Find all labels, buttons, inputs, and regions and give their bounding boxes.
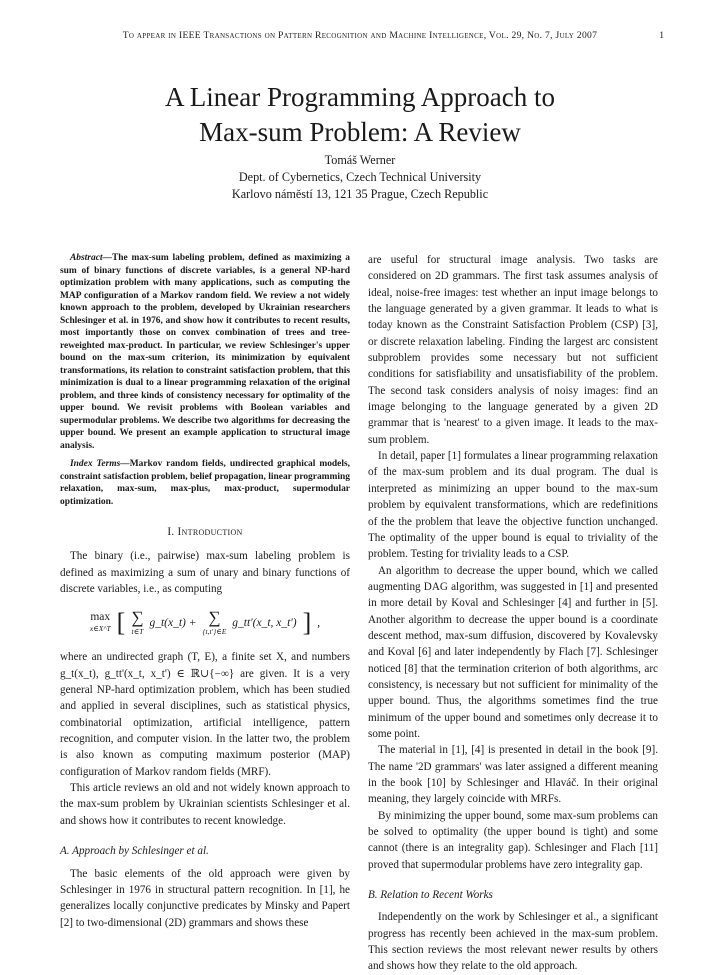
right-paragraph-6: Independently on the work by Schlesinger et al., a significant progress has recently been achieved in the max-sum problem. This section reviews the most relevant newer results by others and shows how they relate to the old approach. bbox=[368, 911, 658, 973]
author-address: Karlovo náměstí 13, 121 35 Prague, Czech Republic bbox=[231, 187, 489, 201]
index-terms-text: Markov random fields, undirected graphical models, constraint satisfaction problem, belief propagation, linear programming relaxation, max-sum, max-plus, max-product, supermodular optimization. bbox=[60, 459, 350, 507]
section-heading-introduction: I. Introduction bbox=[167, 526, 243, 538]
intro-paragraph-3: This article reviews an old and not widely known approach to the max-sum problem by Ukrainian scientists Schlesinger et al. and shows how it contributes to recent knowledge. bbox=[60, 782, 350, 827]
sigma-icon: ∑ bbox=[131, 607, 144, 627]
max-sum-equation bbox=[60, 603, 350, 643]
subsection-heading-a: A. Approach by Schlesinger et al. bbox=[60, 845, 209, 858]
eq-tail: , bbox=[317, 617, 321, 630]
running-head: To appear in IEEE Transactions on Pattern Recognition and Machine Intelligence, Vol. 29, No. 7, July 2007 bbox=[122, 30, 598, 41]
abstract bbox=[60, 252, 350, 452]
subsection-heading-b: B. Relation to Recent Works bbox=[368, 889, 493, 902]
eq-sum-1 bbox=[131, 607, 144, 637]
right-paragraph-3: An algorithm to decrease the upper bound, which we called augmenting DAG algorithm, was suggested in [1] and presented in more detail by Koval and Schlesinger [4] and further in [5]. Another algorithm to decrease the upper bound is a coordinate descent method, max-sum diffusion, discovered by Kovalevsky and Koval [6] and later independently by Flach [7]. Schlesinger noticed [8] that the termination criterion of both algorithms, arc consistency, is necessary but not sufficient for minimality of the upper bound. Thus, the algorithms sometimes find the true minimum of the upper bound and sometimes only decrease it to some point. bbox=[368, 564, 658, 740]
right-paragraph-2: In detail, paper [1] formulates a linear programming relaxation of the max-sum problem and its dual program. The dual is interpreted as minimizing an upper bound to the max-sum problem by equivalent transformations, which are redefinitions of the the problem that leave the objective function unchanged. The optimality of the upper bound is equal to triviality of the problem. Testing for triviality leads to a CSP. bbox=[368, 450, 658, 561]
right-paragraph-4: The material in [1], [4] is presented in detail in the book [9]. The name '2D grammars' was later assigned a different meaning in the book [10] by Schlesinger and Hlaváč. In their original meaning, they largely coincide with MRFs. bbox=[368, 744, 658, 806]
eq-binary-term: g_tt'(x_t, x_t') bbox=[232, 617, 297, 630]
paper-title bbox=[60, 80, 660, 150]
title-line-2: Max-sum Problem: A Review bbox=[199, 117, 521, 147]
eq-left-bracket: [ bbox=[116, 608, 126, 638]
eq-right-bracket: ] bbox=[302, 608, 312, 638]
eq-max: max bbox=[90, 611, 111, 624]
eq-sum-1-subscript: t∈T bbox=[131, 626, 144, 636]
page-number: 1 bbox=[659, 30, 664, 41]
right-paragraph-5: By minimizing the upper bound, some max-sum problems can be solved to optimality (the upper bound is tight) and some cannot (there is an integrality gap). Schlesinger and Flach [11] proved that supermodular problems have zero integrality gap. bbox=[368, 809, 658, 871]
sigma-icon: ∑ bbox=[208, 607, 221, 627]
left-column bbox=[60, 252, 350, 931]
abstract-text: The max-sum labeling problem, defined as maximizing a sum of binary functions of discrete variables, is a general NP-hard optimization problem with many applications, such as computing the MAP configuration of a Markov random field. We review a not widely known approach to the problem, developed by Ukrainian researchers Schlesinger et al. in 1976, and show how it contributes to recent results, most importantly those on convex combination of trees and tree-reweighted max-product. In particular, we review Schlesinger's upper bound on the max-sum criterion, its minimization by equivalent transformations, its relation to constraint satisfaction problem, that this minimization is dual to a linear programming relaxation of the original problem, and three kinds of consistency necessary for optimality of the upper bound. We revisit problems with Boolean variables and supermodular problems. We describe two algorithms for decreasing the upper bound. We present an example application to structural image analysis. bbox=[60, 253, 350, 451]
title-line-1: A Linear Programming Approach to bbox=[165, 82, 555, 112]
intro-paragraph-1: The binary (i.e., pairwise) max-sum labeling problem is defined as maximizing a sum of unary and binary functions of discrete variables, i.e., as computing bbox=[60, 550, 350, 596]
index-terms bbox=[60, 458, 350, 508]
index-terms-lead: Index Terms— bbox=[70, 459, 130, 469]
author-affiliation: Dept. of Cybernetics, Czech Technical University bbox=[238, 170, 482, 184]
eq-max-subscript: x∈X^T bbox=[89, 624, 111, 634]
right-paragraph-1: are useful for structural image analysis. Two tasks are considered on 2D grammars. The first task assumes analysis of ideal, noise-free images: test whether an input image belongs to the language generated by a given grammar. It leads to what is today known as the Constraint Satisfaction Problem (CSP) [3], or discrete relaxation labeling. Finding the largest arc consistent subproblem provides some necessary but not sufficient conditions for satisfiability and unsatisfiability of the problem. The second task considers analysis of noisy images: find an image belonging to the language generated by a given 2D grammar that is 'nearest' to a given image. It leads to the max-sum problem. bbox=[368, 254, 658, 446]
right-column bbox=[368, 252, 658, 975]
eq-sum-2 bbox=[202, 607, 227, 637]
author-block bbox=[60, 152, 660, 203]
abstract-lead: Abstract— bbox=[70, 253, 112, 263]
eq-max-operator bbox=[90, 612, 111, 634]
eq-unary-term: g_t(x_t) + bbox=[149, 617, 197, 630]
intro-paragraph-2: where an undirected graph (T, E), a finite set X, and numbers g_t(x_t), g_tt'(x_t, x_t') ∈ ℝ∪{−∞} are given. It is a very general NP-hard optimization problem, which has been studied and applied in several disciplines, such as statistical physics, combinatorial optimization, artificial intelligence, pattern recognition, and computer vision. In the latter two, the problem is also known as computing maximum posterior (MAP) configuration of Markov random fields (MRF). bbox=[60, 651, 350, 778]
author-name: Tomáš Werner bbox=[324, 153, 396, 167]
subsection-a-paragraph-1: The basic elements of the old approach were given by Schlesinger in 1976 in structural pattern recognition. In [1], he generalizes locally conjunctive predicates by Minsky and Papert [2] to two-dimensional (2D) grammars and shows these bbox=[60, 867, 350, 929]
eq-sum-2-subscript: {t,t'}∈E bbox=[202, 626, 227, 636]
